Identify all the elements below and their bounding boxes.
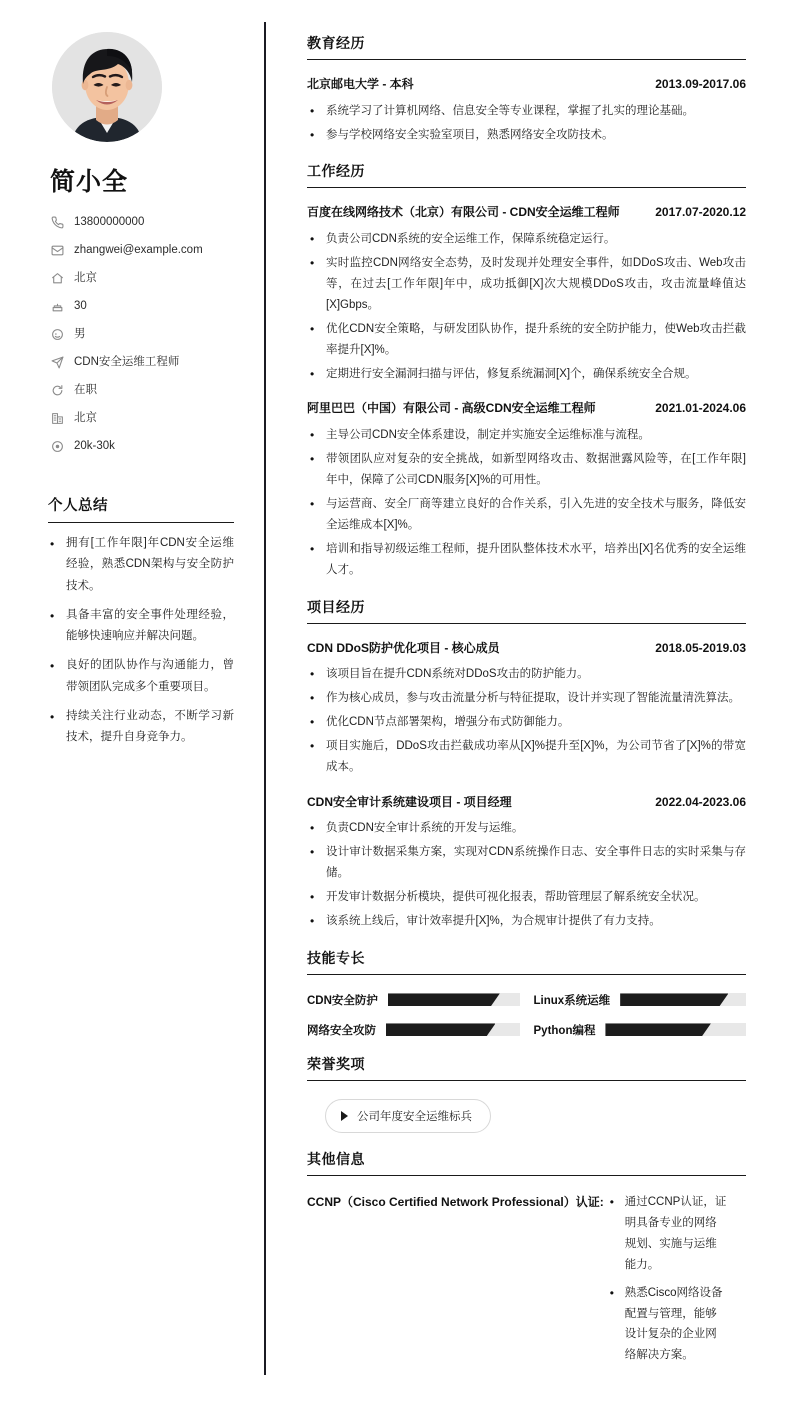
skill-bar-fill [386, 1023, 495, 1036]
work-entry [307, 399, 746, 580]
other-section [307, 1149, 746, 1373]
skill-label: CDN安全防护 [307, 994, 378, 1007]
entry-title: CDN安全审计系统建设项目 - 项目经理 [307, 794, 512, 809]
play-triangle-icon [341, 1111, 348, 1121]
contact-position-value: CDN安全运维工程师 [74, 356, 180, 369]
list-item: • 系统学习了计算机网络、信息安全等专业课程，掌握了扎实的理论基础。 [307, 101, 746, 122]
entry-title: CDN DDoS防护优化项目 - 核心成员 [307, 640, 500, 655]
list-item: • 优化CDN安全策略，与研发团队协作，提升系统的安全防护能力，使Web攻击拦截率提升[X]%。 [307, 319, 746, 361]
skill-bar-track [388, 993, 520, 1006]
contact-age-value: 30 [74, 300, 87, 313]
list-item: • 通过CCNP认证，证明具备专业的网络规划、实施与运维能力。 [608, 1192, 728, 1276]
list-item: • 该系统上线后，审计效率提升[X]%，为合规审计提供了有力支持。 [307, 911, 746, 932]
list-item: • 负责公司CDN系统的安全运维工作，保障系统稳定运行。 [307, 229, 746, 250]
list-item: • 定期进行安全漏洞扫描与评估，修复系统漏洞[X]个，确保系统安全合规。 [307, 364, 746, 385]
entry-date: 2018.05-2019.03 [655, 640, 746, 655]
main-column [266, 0, 794, 1414]
skills-grid [307, 992, 746, 1038]
avatar [52, 32, 162, 142]
skill-row [534, 992, 747, 1008]
skill-label: Linux系统运维 [533, 994, 611, 1007]
list-item: • 开发审计数据分析模块，提供可视化报表，帮助管理层了解系统安全状况。 [307, 887, 746, 908]
contact-list [50, 215, 234, 454]
contact-gender [50, 327, 234, 342]
list-item: • 与运营商、安全厂商等建立良好的合作关系，引入先进的安全技术与服务，降低安全运维成本[X]%。 [307, 494, 746, 536]
entry-bullets [307, 101, 746, 146]
cake-icon [50, 299, 65, 314]
certification-label: CCNP（Cisco Certified Network Professional）认证: [307, 1194, 604, 1209]
skill-label: 网络安全攻防 [307, 1024, 376, 1037]
building-icon [50, 411, 65, 426]
list-item: • 设计审计数据采集方案，实现对CDN系统操作日志、安全事件日志的实时采集与存储。 [307, 842, 746, 884]
entry-date: 2013.09-2017.06 [655, 77, 746, 91]
entry-date: 2022.04-2023.06 [655, 794, 746, 809]
certification-bullets [608, 1192, 728, 1373]
skill-label: Python编程 [533, 1024, 596, 1037]
skills-section [307, 948, 746, 1038]
list-item: • 持续关注行业动态，不断学习新技术，提升自身竞争力。 [48, 706, 234, 749]
list-item: • 项目实施后，DDoS攻击拦截成功率从[X]%提升至[X]%，为公司节省了[X]%的带宽成本。 [307, 736, 746, 778]
skill-bar-fill [620, 993, 728, 1006]
contact-city [50, 271, 234, 286]
contact-position [50, 355, 234, 370]
skill-row [307, 992, 520, 1008]
entry-header [307, 639, 746, 658]
skill-bar-fill [605, 1023, 710, 1036]
list-item: • 熟悉Cisco网络设备配置与管理，能够设计复杂的企业网络解决方案。 [608, 1283, 728, 1367]
candidate-name: 简小全 [50, 168, 129, 196]
paper-plane-icon [50, 355, 65, 370]
envelope-icon [50, 243, 65, 258]
contact-gender-value: 男 [74, 328, 86, 341]
projects-heading: 项目经历 [307, 597, 746, 624]
summary-section [48, 494, 234, 748]
entry-bullets [307, 818, 746, 932]
entry-bullets [307, 229, 746, 384]
sidebar [0, 0, 264, 1414]
skills-heading: 技能专长 [307, 948, 746, 975]
contact-phone [50, 215, 234, 230]
contact-city-value: 北京 [74, 272, 97, 285]
skill-bar-track [386, 1023, 520, 1036]
home-icon [50, 271, 65, 286]
contact-phone-value: 13800000000 [74, 216, 145, 229]
list-item: • 优化CDN节点部署架构，增强分布式防御能力。 [307, 712, 746, 733]
list-item: • 培训和指导初级运维工程师，提升团队整体技术水平，培养出[X]名优秀的安全运维人才。 [307, 539, 746, 581]
summary-bullets [48, 533, 234, 748]
contact-email-value: zhangwei@example.com [74, 244, 203, 257]
entry-bullets [307, 425, 746, 580]
award-chip[interactable] [325, 1099, 491, 1133]
contact-salary-value: 20k-30k [74, 440, 115, 453]
list-item: • 该项目旨在提升CDN系统对DDoS攻击的防护能力。 [307, 664, 746, 685]
projects-section [307, 597, 746, 932]
list-item: • 参与学校网络安全实验室项目，熟悉网络安全攻防技术。 [307, 125, 746, 146]
project-entry [307, 639, 746, 778]
skill-row [534, 1022, 747, 1038]
entry-date: 2017.07-2020.12 [655, 205, 746, 220]
entry-header [307, 793, 746, 812]
work-section [307, 161, 746, 580]
education-entry [307, 75, 746, 145]
work-heading: 工作经历 [307, 161, 746, 188]
list-item: • 带领团队应对复杂的安全挑战，如新型网络攻击、数据泄露风险等，在[工作年限]年中，保障了公司CDN服务[X]%的可用性。 [307, 449, 746, 491]
entry-bullets [307, 664, 746, 778]
awards-list [307, 1099, 746, 1133]
portrait-illustration [52, 32, 162, 142]
other-content [307, 1192, 746, 1373]
awards-heading: 荣誉奖项 [307, 1054, 746, 1081]
list-item: • 作为核心成员，参与攻击流量分析与特征提取，设计并实现了智能流量清洗算法。 [307, 688, 746, 709]
gender-icon [50, 327, 65, 342]
entry-header [307, 75, 746, 94]
skill-row [307, 1022, 520, 1038]
awards-section [307, 1054, 746, 1133]
list-item: • 良好的团队协作与沟通能力，曾带领团队完成多个重要项目。 [48, 655, 234, 698]
contact-email [50, 243, 234, 258]
contact-status-value: 在职 [74, 384, 97, 397]
contact-age [50, 299, 234, 314]
contact-workplace-value: 北京 [74, 412, 97, 425]
entry-title: 阿里巴巴（中国）有限公司 - 高级CDN安全运维工程师 [307, 401, 596, 416]
award-label: 公司年度安全运维标兵 [357, 1110, 472, 1123]
education-section [307, 33, 746, 145]
list-item: • 实时监控CDN网络安全态势，及时发现并处理安全事件，如DDoS攻击、Web攻击等，在过去[工作年限]年中，成功抵御[X]次大规模DDoS攻击，攻击流量峰值达[X]Gbps。 [307, 253, 746, 316]
list-item: • 具备丰富的安全事件处理经验，能够快速响应并解决问题。 [48, 605, 234, 648]
entry-date: 2021.01-2024.06 [655, 401, 746, 416]
refresh-icon [50, 383, 65, 398]
entry-title: 百度在线网络技术（北京）有限公司 - CDN安全运维工程师 [307, 205, 620, 220]
contact-salary [50, 439, 234, 454]
contact-workplace [50, 411, 234, 426]
skill-bar-track [605, 1023, 746, 1036]
work-entry [307, 203, 746, 384]
entry-header [307, 203, 746, 222]
target-icon [50, 439, 65, 454]
entry-title: 北京邮电大学 - 本科 [307, 77, 414, 91]
list-item: • 主导公司CDN安全体系建设，制定并实施安全运维标准与流程。 [307, 425, 746, 446]
project-entry [307, 793, 746, 932]
list-item: • 拥有[工作年限]年CDN安全运维经验，熟悉CDN架构与安全防护技术。 [48, 533, 234, 597]
education-heading: 教育经历 [307, 33, 746, 60]
phone-icon [50, 215, 65, 230]
entry-header [307, 399, 746, 418]
contact-status [50, 383, 234, 398]
skill-bar-fill [388, 993, 500, 1006]
summary-heading: 个人总结 [48, 494, 234, 523]
skill-bar-track [620, 993, 746, 1006]
list-item: • 负责CDN安全审计系统的开发与运维。 [307, 818, 746, 839]
other-heading: 其他信息 [307, 1149, 746, 1176]
